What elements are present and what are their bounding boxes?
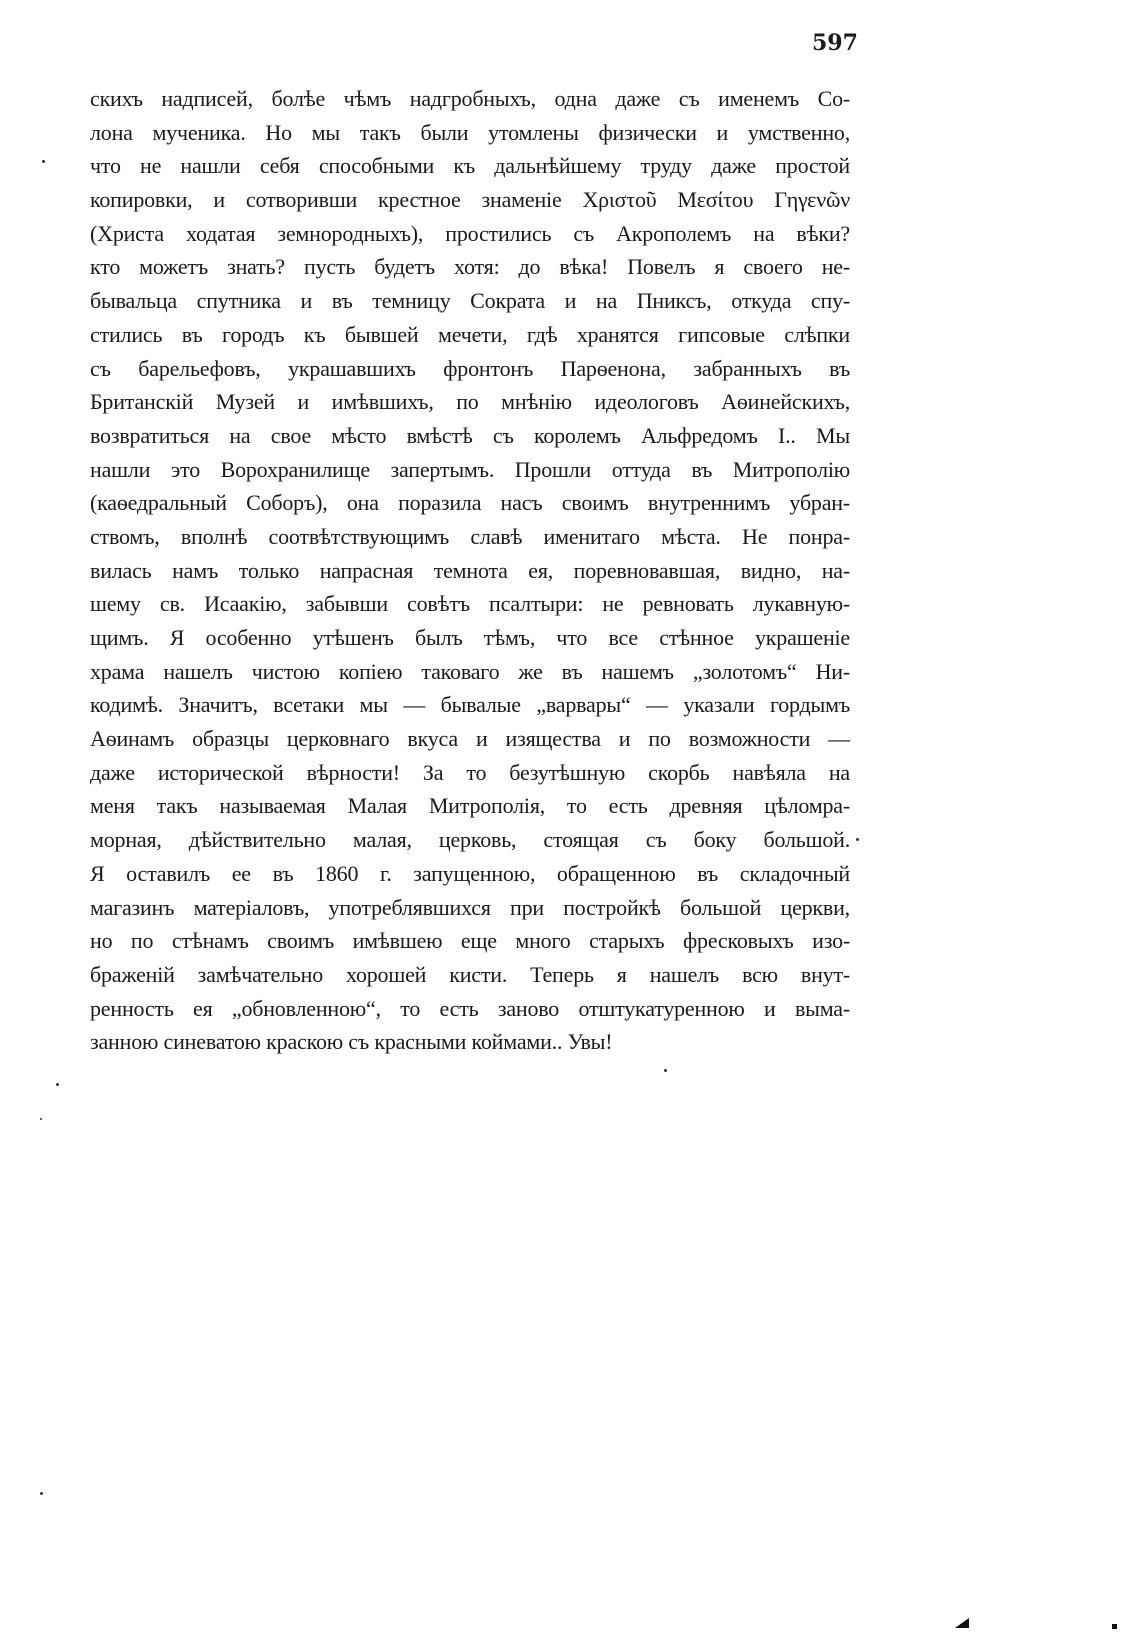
scan-speck (40, 1492, 43, 1495)
text-line: съ барельефовъ, украшавшихъ фронтонъ Парѳенона, забранныхъ въ (90, 355, 850, 381)
text-line: морная, дѣйствительно малая, церковь, стоящая съ боку большой. (90, 827, 850, 853)
text-line: Я оставилъ ее въ 1860 г. запущенною, обращенною въ складочный (90, 860, 850, 886)
page-number: 597 (812, 30, 858, 56)
text-line: бывальца спутника и въ темницу Сократа и на Пниксъ, откуда спу- (90, 288, 850, 314)
text-line: но по стѣнамъ своимъ имѣвшею еще много старыхъ фресковыхъ изо- (90, 928, 850, 954)
text-line: возвратиться на свое мѣсто вмѣстѣ съ королемъ Альфредомъ I.. Мы (90, 422, 850, 448)
text-line: копировки, и сотворивши крестное знаменіе Χριστοῦ Μεσίτου Γηγενῶν (90, 187, 850, 213)
text-line: щимъ. Я особенно утѣшенъ былъ тѣмъ, что все стѣнное украшеніе (90, 625, 850, 650)
scan-speck (856, 838, 859, 841)
text-line: храма нашелъ чистою копіею таковаго же въ нашемъ „золотомъ“ Ни- (90, 658, 850, 684)
text-line: Аѳинамъ образцы церковнаго вкуса и изящества и по возможности — (90, 726, 850, 752)
text-line: ствомъ, вполнѣ соотвѣтствующимъ славѣ именитаго мѣста. Не понра- (90, 523, 850, 549)
scan-mark (955, 1618, 969, 1628)
text-line: браженій замѣчательно хорошей кисти. Теперь я нашелъ всю внут- (90, 961, 850, 987)
text-line: кодимѣ. Значитъ, всетаки мы — бывалые „варвары“ — указали гордымъ (90, 692, 850, 718)
scan-speck (42, 160, 45, 163)
text-line: (каѳедральный Соборъ), она поразила насъ своимъ внутреннимъ убран- (90, 490, 850, 516)
text-line: вилась намъ только напрасная темнота ея, поревновавшая, видно, на- (90, 557, 850, 583)
text-line: магазинъ матеріаловъ, употреблявшихся при постройкѣ большой церкви, (90, 894, 850, 920)
text-line: шему св. Исаакію, забывши совѣтъ псалтыри: не ревновать лукавную- (90, 591, 850, 617)
body-text (90, 82, 850, 1059)
text-line: (Христа ходатая земнородныхъ), простились съ Акрополемъ на вѣки? (90, 220, 850, 246)
scan-speck (664, 1069, 667, 1072)
scan-speck (40, 1118, 42, 1120)
text-line: ренность ея „обновленною“, то есть заново отштукатуренною и выма- (90, 995, 850, 1021)
text-line: кто можетъ знать? пусть будетъ хотя: до вѣка! Повелъ я своего не- (90, 254, 850, 280)
text-line: стились въ городъ къ бывшей мечети, гдѣ хранятся гипсовые слѣпки (90, 321, 850, 347)
text-line: скихъ надписей, болѣе чѣмъ надгробныхъ, одна даже съ именемъ Со- (90, 86, 850, 111)
text-line: что не нашли себя способными къ дальнѣйшему труду даже простой (90, 153, 850, 179)
text-line: занною синеватою краскою съ красными коймами.. Увы! (90, 1029, 613, 1055)
text-line: лона мученика. Но мы такъ были утомлены физически и умственно, (90, 119, 850, 145)
text-line: Британскій Музей и имѣвшихъ, по мнѣнію идеологовъ Аѳинейскихъ, (90, 389, 850, 415)
scan-mark (1112, 1624, 1117, 1629)
text-line: даже исторической вѣрности! За то безутѣшную скорбь навѣяла на (90, 759, 850, 785)
scan-speck (56, 1083, 59, 1086)
text-line: меня такъ называемая Малая Митрополія, то есть древняя цѣломра- (90, 793, 850, 819)
text-line: нашли это Ворохранилище запертымъ. Прошли оттуда въ Митрополію (90, 456, 850, 482)
